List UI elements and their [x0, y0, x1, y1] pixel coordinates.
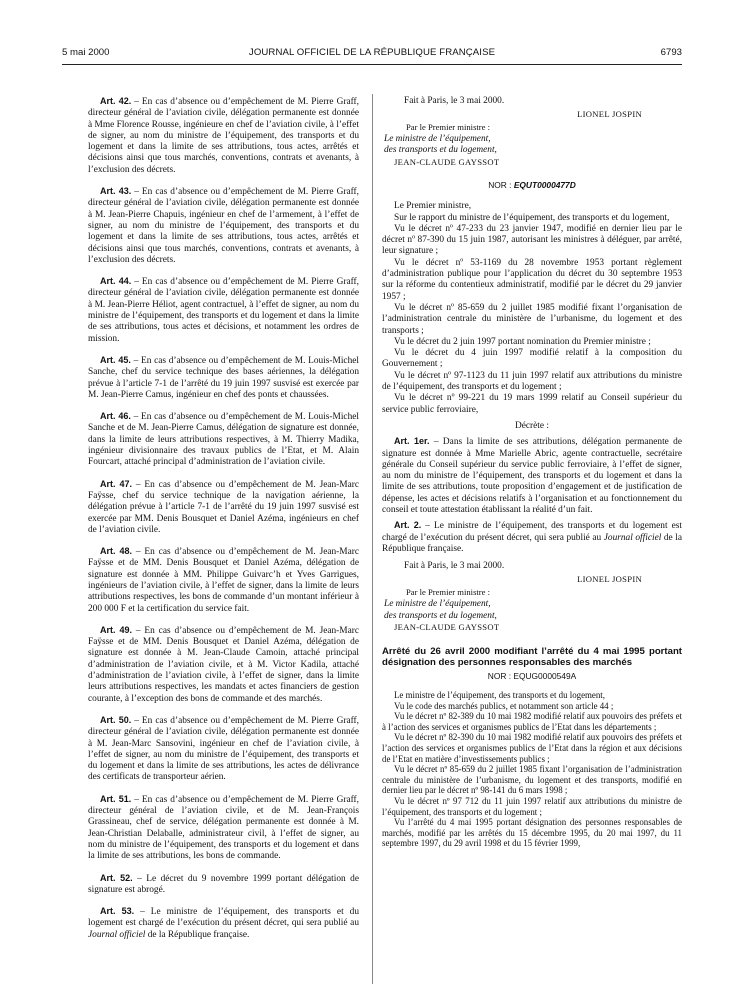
- vu-clause: Vu le décret nº 97 712 du 11 juin 1997 relatif aux attributions du ministre de l’équipement, des transports et du logement ;: [382, 796, 682, 817]
- article-label: Art. 46.: [100, 411, 131, 422]
- article-1er: [382, 436, 682, 516]
- article-47: [88, 479, 359, 536]
- article-text: – En cas d’absence ou d’empêchement de M. Pierre Graff, directeur général de l’aviation civile, délégation permanente est donnée à M. Jean-Pierre Chapuis, ingénieur en chef de l’armement, à l’effet de signer, au nom du ministre de l’équipement, des transports et du logement et dans la limite de ses attributions, tous actes, arrêtés et décisions ainsi que tous marchés, conventions, contrats et avenants, à l’exclusion des décrets.: [88, 187, 359, 265]
- intro-line: Le ministre de l’équipement, des transports et du logement,: [394, 690, 605, 701]
- vu-clause: Vu le décret du 4 juin 1997 modifié relatif à la composition du Gouvernement ;: [382, 348, 682, 370]
- article-53: [88, 906, 359, 941]
- vu-clause: Vu le décret nº 53-1169 du 28 novembre 1953 portant règlement d’administration publique pour l’application du décret du 30 septembre 1953 sur la réforme du contentieux administratif, modifié par le décret du 29 janvier 1957 ;: [382, 257, 682, 302]
- decrete-heading: Décrète :: [515, 420, 549, 431]
- article-52: [88, 873, 359, 897]
- article-43: [88, 186, 359, 266]
- vu-clause: Vu le décret nº 82-390 du 10 mai 1982 modifié relatif aux pouvoirs des préfets et l’action des services et organismes publics de l’Etat dans la région et aux décisions de l’Etat en matière d’investissements publics ;: [382, 732, 682, 764]
- minister-title-line: Le ministre de l’équipement,: [384, 134, 491, 144]
- article-label: Art. 53.: [100, 906, 135, 917]
- article-text: – Dans la limite de ses attributions, délégation permanente de signature est donnée à Mme Marielle Abric, agente contractuelle, secrétaire générale du Conseil supérieur du service public ferroviaire, à l’effet de signer, au nom du ministre de l’équipement, des transports et du logement et dans la limite de ses attributions, toute proposition d’engagement et de justification de dépense, les actes et décisions relatifs à l’organisation et au fonctionnement du conseil et toute attestation établissant la réalité d’un fait.: [382, 437, 682, 516]
- article-label: Art. 51.: [100, 793, 132, 804]
- minister-title: [384, 599, 497, 622]
- vu-clause: Vu le décret du 2 juin 1997 portant nomination du Premier ministre ;: [394, 336, 651, 347]
- minister-title-line: des transports et du logement,: [384, 145, 497, 156]
- arrete-title: Arrêté du 26 avril 2000 modifiant l’arrêté du 4 mai 1995 portant désignation des personnes responsables des marchés: [382, 646, 682, 668]
- right-column: [382, 96, 682, 849]
- article-text: – Le décret du 9 novembre 1999 portant délégation de signature est abrogé.: [88, 873, 359, 895]
- vu-clause: Vu le décret nº 99-221 du 19 mars 1999 relatif au Conseil supérieur du service public ferroviaire,: [382, 393, 682, 415]
- article-text: – En cas d’absence ou d’empêchement de M. Louis-Michel Sanche et de M. Jean-Pierre Camus, délégation de signature est donnée, dans la limite de leurs attributions respectives, à M. Thierry Madika, ingénieur divisionnaire des travaux publics de l’Etat, et M. Alain Fourcart, attaché principal d’administration de l’aviation civile.: [88, 412, 359, 468]
- column-divider: [372, 94, 373, 984]
- article-text: – En cas d’absence ou d’empêchement de M. Pierre Graff, directeur général de l’aviation civile, délégation permanente est donnée à M. Jean-Pierre Héliot, agent contractuel, à l’effet de signer, au nom du ministre de l’équipement, des transports et du logement et dans la limite de ses attributions, tous actes et décisions, et notamment les ordres de mission.: [88, 277, 359, 344]
- signatory: LIONEL JOSPIN: [577, 574, 642, 585]
- nor-code: EQUG0000549A: [513, 670, 577, 681]
- article-text: – En cas d’absence ou d’empêchement de M. Pierre Graff, directeur général de l’aviation civile, et de M. Jean-François Grassineau, chef de service, délégation permanente est donnée à M. Jean-Christian Delaballe, administrateur civil, à l’effet de signer, au nom du ministre de l’équipement, des transports et du logement et dans la limite de ses attributions, les bons de commande.: [88, 794, 359, 862]
- article-label: Art. 49.: [100, 624, 133, 635]
- article-text: – En cas d’absence ou d’empêchement de M. Pierre Graff, directeur général de l’aviation civile, délégation permanente est donnée à M. Jean-Marc Sansovini, ingénieur en chef de l’aviation civile, à l’effet de signer, au nom du ministre de l’équipement, des transports et du logement et dans la limite de ses attributions, les actes de délivrance des certificats de transporteur aérien.: [88, 715, 359, 783]
- article-label: Art. 44.: [100, 276, 132, 287]
- article-label: Art. 1er.: [394, 436, 430, 447]
- minister-title: [384, 134, 497, 157]
- minister-name: JEAN-CLAUDE GAYSSOT: [394, 622, 500, 633]
- article-46: [88, 411, 359, 468]
- minister-title-line: des transports et du logement,: [384, 610, 497, 621]
- article-label: Art. 48.: [100, 546, 133, 557]
- article-44: [88, 276, 359, 345]
- par-le-premier-ministre: Par le Premier ministre :: [406, 122, 491, 132]
- signatory: LIONEL JOSPIN: [577, 109, 642, 119]
- article-45: [88, 355, 359, 401]
- vu-clause: Vu le code des marchés publics, et notamment son article 44 ;: [394, 700, 614, 711]
- arrete-body: [382, 690, 682, 849]
- article-text-tail: de la République française.: [382, 532, 682, 554]
- article-text-tail: de la République française.: [145, 929, 250, 940]
- intro-line: Le Premier ministre,: [394, 201, 472, 212]
- header-rule: [62, 64, 682, 65]
- nor-prefix: NOR :: [487, 670, 514, 681]
- vu-clause: Vu le décret nº 82-389 du 10 mai 1982 modifié relatif aux pouvoirs des préfets et à l’action des services et organismes publics de l’Etat dans les départements ;: [382, 711, 682, 732]
- vu-clause: Vu le décret nº 97-1123 du 11 juin 1997 relatif aux attributions du ministre de l’équipement, des transports et du logement ;: [382, 370, 682, 393]
- article-label: Art. 42.: [100, 96, 132, 106]
- left-column: [88, 96, 359, 951]
- signature-block-2: [382, 561, 682, 633]
- article-text: – En cas d’absence ou d’empêchement de M. Jean-Marc Faÿsse et de MM. Denis Bousquet et Daniel Azéma, délégation de signature est donnée à M. Jean-Claude Camoin, attaché principal d’administration de l’aviation civile, et à M. Victor Kadila, attaché d’administration de l’aviation civile, à l’effet de signer, dans la limite leurs attributions respectives, les mandats et actes financiers de gestion courante, à l’exception des bons de commande et des marchés.: [88, 625, 360, 704]
- par-le-premier-ministre: Par le Premier ministre :: [406, 587, 491, 598]
- minister-title-line: Le ministre de l’équipement,: [384, 599, 491, 610]
- article-51: [88, 794, 359, 863]
- article-2: [382, 520, 682, 555]
- article-label: Art. 50.: [100, 714, 132, 725]
- journal-title: JOURNAL OFFICIEL DE LA RÉPUBLIQUE FRANÇAISE: [248, 47, 496, 58]
- vu-clause: Vu le décret nº 85-659 du 2 juillet 1985 fixant l’organisation de l’administration centrale du ministère de l’urbanisme, du logement et des transports, modifié en dernier lieu par le décret nº 98-141 du 6 mars 1998 ;: [382, 764, 682, 796]
- article-text: – En cas d’absence ou d’empêchement de M. Pierre Graff, directeur général de l’aviation civile, délégation permanente est donnée à Mme Florence Rousse, ingénieure en chef de l’aviation civile, à l’effet de signer, au nom du ministre de l’équipement, des transports et du logement et dans la limite de ses attributions, tous actes, arrêtés et décisions ainsi que tous marchés, conventions, contrats et avenants, à l’exclusion des décrets.: [88, 97, 359, 175]
- article-label: Art. 45.: [100, 354, 131, 365]
- vu-clause: Vu le décret nº 47-233 du 23 janvier 1947, modifié en dernier lieu par le décret nº 87-390 du 15 juin 1987, autorisant les ministres à déléguer, par arrêté, leur signature ;: [382, 223, 682, 257]
- fait-a-paris: Fait à Paris, le 3 mai 2000.: [404, 561, 505, 572]
- article-text: – Le ministre de l’équipement, des transports et du logement est chargé de l’exécution du présent décret, qui sera publié au: [382, 521, 682, 543]
- article-text: – En cas d’absence ou d’empêchement de M. Jean-Marc Faÿsse, chef du service technique de la navigation aérienne, la délégation prévue à l’article 7-1 de l’arrêté du 19 juin 1997 susvisé est exercée par MM. Denis Bousquet et Daniel Azéma, ingénieurs en chef de l’aviation civile.: [88, 479, 360, 535]
- article-label: Art. 52.: [100, 872, 133, 883]
- page-number: 6793: [660, 47, 682, 58]
- article-text: – En cas d’absence ou d’empêchement de M. Louis-Michel Sanche, chef du service technique des bases aériennes, la délégation prévue à l’article 7-1 de l’arrêté du 19 juin 1997 susvisé est exercée par M. Jean-Pierre Camus, ingénieur en chef des ponts et chaussées.: [88, 355, 359, 400]
- nor-code: EQUT0000477D: [513, 180, 576, 190]
- vu-clause: Vu l’arrêté du 4 mai 1995 portant désignation des personnes responsables de marchés, modifié par les arrêtés du 15 décembre 1995, du 20 mai 1997, du 11 septembre 1997, du 29 avril 1998 et du 15 février 1999,: [382, 817, 682, 849]
- journal-officiel-ref: Journal officiel: [603, 532, 662, 543]
- article-50: [88, 715, 359, 784]
- article-label: Art. 47.: [100, 478, 133, 489]
- nor-prefix: NOR :: [488, 180, 514, 190]
- signature-block-1: [382, 96, 682, 168]
- minister-name: JEAN-CLAUDE GAYSSOT: [394, 157, 500, 167]
- page-header: [62, 47, 682, 65]
- header-date: 5 mai 2000: [62, 47, 110, 58]
- article-48: [88, 546, 359, 615]
- article-49: [88, 625, 359, 705]
- vu-clause: Vu le décret nº 85-659 du 2 juillet 1985 modifié fixant l’organisation de l’administration centrale du ministère de l’urbanisme, du logement et des transports ;: [382, 302, 682, 336]
- intro-line: Sur le rapport du ministre de l’équipement, des transports et du logement,: [394, 212, 670, 223]
- fait-a-paris: Fait à Paris, le 3 mai 2000.: [404, 96, 505, 106]
- nor-reference: [382, 671, 682, 682]
- article-text: – En cas d’absence ou d’empêchement de M. Jean-Marc Faÿsse et de MM. Denis Bousquet et Daniel Azéma, délégation de signature est donnée à MM. Philippe Guivarc’h et Yves Garrigues, ingénieurs de l’aviation civile, à l’effet de signer, dans la limite de leurs attributions respectives, les bons de commande d’un montant inférieur à 200 000 F et la certification du service fait.: [88, 547, 360, 614]
- article-label: Art. 2.: [394, 520, 422, 531]
- article-42: [88, 96, 359, 176]
- article-text: – Le ministre de l’équipement, des transports et du logement est chargé de l’exécution du présent décret, qui sera publié au: [88, 907, 359, 929]
- article-label: Art. 43.: [100, 186, 132, 197]
- nor-reference: [382, 180, 682, 191]
- journal-officiel-ref: Journal officiel: [88, 929, 146, 940]
